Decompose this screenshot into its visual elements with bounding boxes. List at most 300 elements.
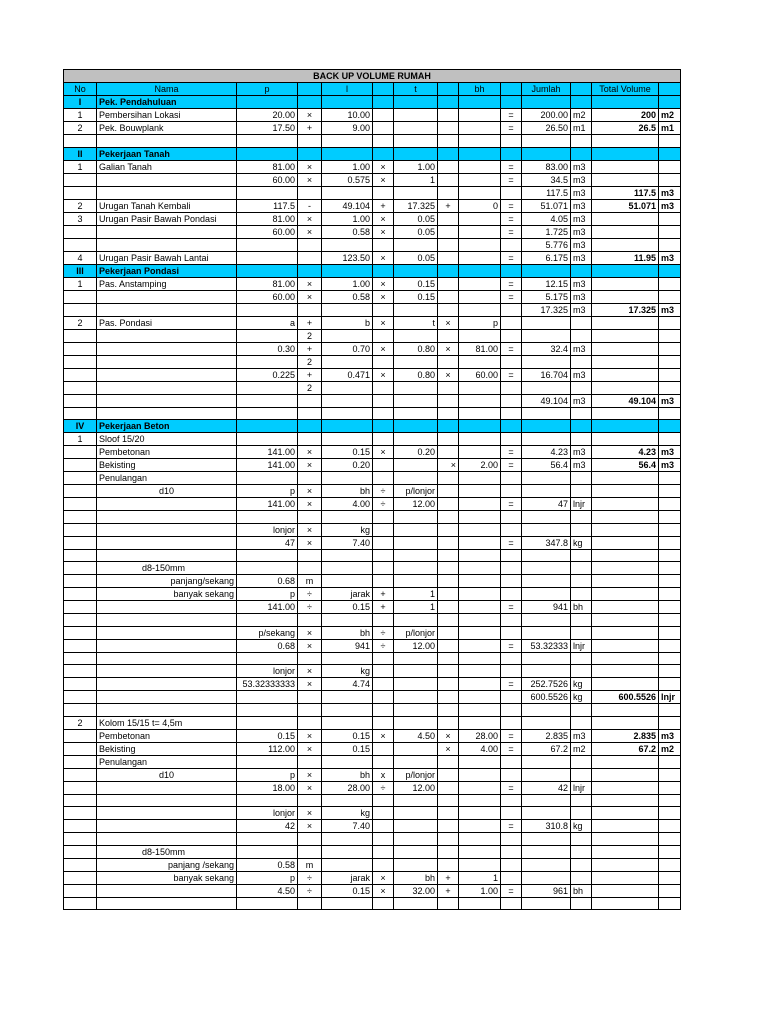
cell[interactable] (571, 807, 592, 820)
cell[interactable] (659, 485, 681, 498)
cell[interactable] (64, 381, 97, 394)
cell[interactable] (373, 381, 394, 394)
total-volume[interactable] (592, 135, 659, 148)
cell[interactable] (373, 147, 394, 160)
jumlah-value[interactable]: 51.071 (522, 199, 571, 212)
cell[interactable] (298, 897, 322, 910)
cell[interactable]: ÷ (373, 485, 394, 498)
cell[interactable] (659, 96, 681, 109)
item-name[interactable]: Urugan Tanah Kembali (97, 199, 237, 212)
cell[interactable] (459, 665, 501, 678)
cell[interactable] (571, 511, 592, 524)
cell[interactable] (438, 691, 459, 704)
cell[interactable]: m3 (659, 394, 681, 407)
cell[interactable]: m3 (571, 238, 592, 251)
total-volume[interactable]: 51.071 (592, 199, 659, 212)
cell[interactable] (64, 536, 97, 549)
cell[interactable] (394, 536, 438, 549)
cell[interactable] (322, 381, 373, 394)
cell[interactable]: 0.70 (322, 342, 373, 355)
jumlah-value[interactable] (522, 897, 571, 910)
cell[interactable] (394, 147, 438, 160)
cell[interactable]: bh (394, 871, 438, 884)
cell[interactable] (64, 871, 97, 884)
cell[interactable] (659, 652, 681, 665)
jumlah-value[interactable] (522, 472, 571, 485)
total-volume[interactable] (592, 807, 659, 820)
cell[interactable] (459, 588, 501, 601)
cell[interactable] (571, 794, 592, 807)
total-volume[interactable] (592, 160, 659, 173)
total-volume[interactable] (592, 833, 659, 846)
cell[interactable]: 0.80 (394, 342, 438, 355)
cell[interactable]: bh (571, 601, 592, 614)
cell[interactable] (571, 355, 592, 368)
cell[interactable] (459, 652, 501, 665)
total-volume[interactable] (592, 523, 659, 536)
cell[interactable] (64, 704, 97, 717)
cell[interactable]: m3 (571, 729, 592, 742)
cell[interactable] (571, 96, 592, 109)
cell[interactable] (522, 420, 571, 433)
cell[interactable] (659, 575, 681, 588)
cell[interactable]: 123.50 (322, 251, 373, 264)
cell[interactable] (438, 160, 459, 173)
cell[interactable] (501, 420, 522, 433)
cell[interactable] (459, 122, 501, 135)
cell[interactable]: m3 (571, 303, 592, 316)
cell[interactable] (64, 485, 97, 498)
item-name[interactable] (97, 807, 237, 820)
item-name[interactable]: Sloof 15/20 (97, 433, 237, 446)
cell[interactable]: p (459, 316, 501, 329)
cell[interactable] (64, 884, 97, 897)
cell[interactable] (659, 833, 681, 846)
cell[interactable] (501, 96, 522, 109)
cell[interactable] (298, 96, 322, 109)
cell[interactable]: = (501, 199, 522, 212)
cell[interactable] (298, 549, 322, 562)
cell[interactable]: 4.50 (237, 884, 298, 897)
cell[interactable]: m3 (571, 212, 592, 225)
cell[interactable]: + (298, 342, 322, 355)
cell[interactable] (438, 420, 459, 433)
cell[interactable] (659, 639, 681, 652)
cell[interactable] (459, 897, 501, 910)
cell[interactable]: p (237, 588, 298, 601)
cell[interactable] (571, 716, 592, 729)
cell[interactable] (373, 820, 394, 833)
cell[interactable] (64, 459, 97, 472)
cell[interactable] (459, 794, 501, 807)
cell[interactable] (373, 652, 394, 665)
cell[interactable] (438, 704, 459, 717)
item-name[interactable] (97, 614, 237, 627)
cell[interactable] (659, 381, 681, 394)
cell[interactable]: × (298, 173, 322, 186)
cell[interactable] (322, 355, 373, 368)
cell[interactable] (659, 511, 681, 524)
cell[interactable] (64, 368, 97, 381)
cell[interactable] (571, 472, 592, 485)
total-volume[interactable] (592, 485, 659, 498)
cell[interactable]: = (501, 342, 522, 355)
cell[interactable]: + (298, 316, 322, 329)
cell[interactable]: = (501, 160, 522, 173)
cell[interactable] (459, 845, 501, 858)
cell[interactable]: 141.00 (237, 498, 298, 511)
cell[interactable]: p (237, 871, 298, 884)
item-name[interactable] (97, 665, 237, 678)
cell[interactable] (501, 614, 522, 627)
jumlah-value[interactable] (522, 433, 571, 446)
cell[interactable] (64, 897, 97, 910)
jumlah-value[interactable]: 117.5 (522, 186, 571, 199)
cell[interactable]: 1 (459, 871, 501, 884)
cell[interactable] (659, 368, 681, 381)
cell[interactable] (571, 433, 592, 446)
cell[interactable] (659, 562, 681, 575)
cell[interactable] (459, 212, 501, 225)
cell[interactable] (501, 511, 522, 524)
cell[interactable]: 60.00 (237, 173, 298, 186)
cell[interactable] (501, 665, 522, 678)
cell[interactable]: m2 (571, 742, 592, 755)
cell[interactable]: 0.58 (322, 225, 373, 238)
cell[interactable] (373, 511, 394, 524)
cell[interactable] (373, 691, 394, 704)
cell[interactable] (571, 316, 592, 329)
cell[interactable]: 1 (64, 160, 97, 173)
total-volume[interactable] (592, 536, 659, 549)
cell[interactable]: 49.104 (322, 199, 373, 212)
jumlah-value[interactable]: 1.725 (522, 225, 571, 238)
cell[interactable] (322, 614, 373, 627)
total-volume[interactable] (592, 342, 659, 355)
cell[interactable] (659, 523, 681, 536)
cell[interactable] (394, 652, 438, 665)
cell[interactable] (459, 511, 501, 524)
cell[interactable]: × (373, 884, 394, 897)
cell[interactable]: 0.68 (237, 575, 298, 588)
cell[interactable] (237, 472, 298, 485)
cell[interactable]: 4.00 (459, 742, 501, 755)
cell[interactable] (64, 768, 97, 781)
cell[interactable] (438, 511, 459, 524)
cell[interactable] (64, 394, 97, 407)
cell[interactable] (237, 897, 298, 910)
cell[interactable] (659, 614, 681, 627)
item-name[interactable] (97, 498, 237, 511)
cell[interactable]: 2 (298, 381, 322, 394)
total-volume[interactable] (592, 173, 659, 186)
jumlah-value[interactable] (522, 794, 571, 807)
total-volume[interactable] (592, 845, 659, 858)
cell[interactable] (237, 704, 298, 717)
cell[interactable] (659, 716, 681, 729)
cell[interactable] (659, 820, 681, 833)
cell[interactable]: = (501, 109, 522, 122)
total-volume[interactable] (592, 639, 659, 652)
cell[interactable] (322, 511, 373, 524)
total-volume[interactable] (592, 652, 659, 665)
cell[interactable] (438, 96, 459, 109)
cell[interactable]: = (501, 290, 522, 303)
cell[interactable] (438, 614, 459, 627)
cell[interactable] (438, 381, 459, 394)
item-name[interactable]: Bekisting (97, 459, 237, 472)
header-cell[interactable]: Total Volume (592, 83, 659, 96)
jumlah-value[interactable] (522, 858, 571, 871)
cell[interactable]: 4 (64, 251, 97, 264)
jumlah-value[interactable] (522, 755, 571, 768)
cell[interactable] (459, 768, 501, 781)
header-cell[interactable] (659, 83, 681, 96)
total-volume[interactable] (592, 472, 659, 485)
cell[interactable]: kg (571, 536, 592, 549)
cell[interactable] (501, 523, 522, 536)
cell[interactable]: 0 (459, 199, 501, 212)
cell[interactable]: m3 (571, 225, 592, 238)
cell[interactable] (459, 420, 501, 433)
cell[interactable] (373, 523, 394, 536)
total-volume[interactable] (592, 588, 659, 601)
cell[interactable] (501, 704, 522, 717)
cell[interactable]: 4.00 (322, 498, 373, 511)
cell[interactable] (459, 329, 501, 342)
item-name[interactable] (97, 342, 237, 355)
cell[interactable]: 32.00 (394, 884, 438, 897)
cell[interactable]: p/lonjor (394, 768, 438, 781)
cell[interactable] (659, 884, 681, 897)
header-cell[interactable]: Nama (97, 83, 237, 96)
cell[interactable] (571, 523, 592, 536)
cell[interactable] (459, 109, 501, 122)
cell[interactable] (64, 329, 97, 342)
total-volume[interactable] (592, 626, 659, 639)
cell[interactable] (64, 845, 97, 858)
jumlah-value[interactable] (522, 562, 571, 575)
cell[interactable]: lonjor (237, 523, 298, 536)
cell[interactable] (64, 549, 97, 562)
cell[interactable] (459, 407, 501, 420)
cell[interactable] (438, 639, 459, 652)
cell[interactable] (394, 820, 438, 833)
item-name[interactable] (97, 368, 237, 381)
total-volume[interactable]: 4.23 (592, 446, 659, 459)
cell[interactable] (659, 807, 681, 820)
header-cell[interactable]: t (394, 83, 438, 96)
cell[interactable] (659, 290, 681, 303)
cell[interactable] (64, 601, 97, 614)
cell[interactable] (571, 614, 592, 627)
item-name[interactable] (97, 781, 237, 794)
cell[interactable] (394, 523, 438, 536)
cell[interactable] (237, 355, 298, 368)
cell[interactable] (501, 485, 522, 498)
jumlah-value[interactable] (522, 845, 571, 858)
cell[interactable] (438, 446, 459, 459)
cell[interactable]: + (373, 601, 394, 614)
cell[interactable]: = (501, 173, 522, 186)
jumlah-value[interactable]: 252.7526 (522, 678, 571, 691)
cell[interactable] (64, 173, 97, 186)
cell[interactable] (438, 135, 459, 148)
cell[interactable] (298, 704, 322, 717)
cell[interactable] (237, 652, 298, 665)
cell[interactable] (237, 96, 298, 109)
cell[interactable] (322, 716, 373, 729)
item-name[interactable]: Pas. Anstamping (97, 277, 237, 290)
cell[interactable] (64, 355, 97, 368)
cell[interactable] (322, 897, 373, 910)
item-name[interactable] (97, 639, 237, 652)
cell[interactable]: 0.15 (394, 290, 438, 303)
cell[interactable] (459, 251, 501, 264)
cell[interactable] (373, 459, 394, 472)
item-name[interactable]: d10 (97, 768, 237, 781)
cell[interactable] (438, 407, 459, 420)
cell[interactable] (438, 665, 459, 678)
jumlah-value[interactable] (522, 626, 571, 639)
cell[interactable] (322, 794, 373, 807)
item-name[interactable] (97, 523, 237, 536)
cell[interactable] (459, 523, 501, 536)
cell[interactable] (438, 355, 459, 368)
cell[interactable] (394, 678, 438, 691)
cell[interactable] (438, 897, 459, 910)
cell[interactable] (501, 716, 522, 729)
cell[interactable]: 0.15 (322, 446, 373, 459)
item-name[interactable] (97, 601, 237, 614)
jumlah-value[interactable] (522, 704, 571, 717)
cell[interactable]: 1.00 (394, 160, 438, 173)
cell[interactable] (501, 472, 522, 485)
cell[interactable] (659, 768, 681, 781)
cell[interactable] (571, 858, 592, 871)
cell[interactable] (64, 665, 97, 678)
cell[interactable]: × (373, 446, 394, 459)
item-name[interactable]: d8-150mm (97, 562, 237, 575)
cell[interactable] (322, 135, 373, 148)
cell[interactable] (522, 264, 571, 277)
section-number[interactable]: I (64, 96, 97, 109)
cell[interactable] (438, 523, 459, 536)
cell[interactable]: bh (322, 626, 373, 639)
cell[interactable] (394, 691, 438, 704)
cell[interactable]: 0.575 (322, 173, 373, 186)
cell[interactable] (373, 807, 394, 820)
cell[interactable] (659, 794, 681, 807)
cell[interactable] (571, 833, 592, 846)
cell[interactable] (438, 186, 459, 199)
cell[interactable] (298, 394, 322, 407)
jumlah-value[interactable]: 49.104 (522, 394, 571, 407)
cell[interactable] (237, 845, 298, 858)
item-name[interactable] (97, 549, 237, 562)
item-name[interactable] (97, 238, 237, 251)
cell[interactable]: 1 (64, 433, 97, 446)
cell[interactable] (438, 678, 459, 691)
cell[interactable]: × (373, 729, 394, 742)
item-name[interactable] (97, 833, 237, 846)
jumlah-value[interactable] (522, 807, 571, 820)
cell[interactable] (64, 652, 97, 665)
item-name[interactable]: Urugan Pasir Bawah Lantai (97, 251, 237, 264)
total-volume[interactable] (592, 871, 659, 884)
jumlah-value[interactable] (522, 381, 571, 394)
item-name[interactable] (97, 652, 237, 665)
cell[interactable] (501, 845, 522, 858)
cell[interactable] (459, 755, 501, 768)
cell[interactable] (298, 833, 322, 846)
cell[interactable] (64, 781, 97, 794)
cell[interactable] (659, 355, 681, 368)
jumlah-value[interactable]: 4.05 (522, 212, 571, 225)
cell[interactable] (322, 549, 373, 562)
cell[interactable]: ÷ (298, 884, 322, 897)
header-cell[interactable]: Jumlah (522, 83, 571, 96)
total-volume[interactable] (592, 316, 659, 329)
cell[interactable]: = (501, 639, 522, 652)
cell[interactable] (501, 381, 522, 394)
jumlah-value[interactable] (522, 614, 571, 627)
cell[interactable] (459, 562, 501, 575)
cell[interactable] (501, 329, 522, 342)
cell[interactable] (237, 420, 298, 433)
cell[interactable]: t (394, 316, 438, 329)
cell[interactable] (64, 562, 97, 575)
cell[interactable]: 0.30 (237, 342, 298, 355)
cell[interactable]: × (298, 109, 322, 122)
cell[interactable]: = (501, 820, 522, 833)
cell[interactable] (394, 459, 438, 472)
cell[interactable] (394, 135, 438, 148)
total-volume[interactable] (592, 290, 659, 303)
cell[interactable] (438, 716, 459, 729)
cell[interactable] (659, 871, 681, 884)
cell[interactable] (571, 626, 592, 639)
item-name[interactable] (97, 394, 237, 407)
cell[interactable] (438, 329, 459, 342)
cell[interactable] (501, 186, 522, 199)
cell[interactable]: × (298, 768, 322, 781)
cell[interactable]: 10.00 (322, 109, 373, 122)
cell[interactable]: × (373, 212, 394, 225)
jumlah-value[interactable]: 47 (522, 498, 571, 511)
jumlah-value[interactable]: 34.5 (522, 173, 571, 186)
cell[interactable] (571, 652, 592, 665)
total-volume[interactable] (592, 562, 659, 575)
cell[interactable] (322, 652, 373, 665)
total-volume[interactable]: 26.5 (592, 122, 659, 135)
cell[interactable]: b (322, 316, 373, 329)
cell[interactable] (322, 833, 373, 846)
header-cell[interactable] (501, 83, 522, 96)
cell[interactable]: = (501, 742, 522, 755)
cell[interactable] (659, 678, 681, 691)
cell[interactable]: 0.58 (237, 858, 298, 871)
cell[interactable] (438, 485, 459, 498)
cell[interactable] (322, 186, 373, 199)
cell[interactable]: m1 (571, 122, 592, 135)
cell[interactable] (459, 225, 501, 238)
cell[interactable] (438, 858, 459, 871)
jumlah-value[interactable]: 42 (522, 781, 571, 794)
cell[interactable]: × (298, 160, 322, 173)
cell[interactable] (571, 264, 592, 277)
cell[interactable] (322, 575, 373, 588)
